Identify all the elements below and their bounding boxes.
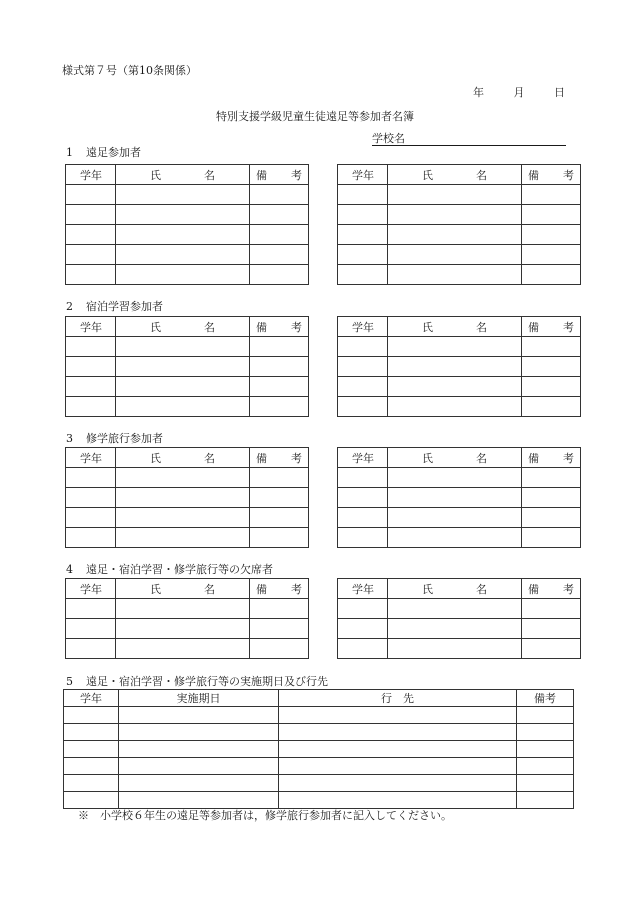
- table-row: [64, 792, 574, 809]
- table-row: [338, 488, 581, 508]
- header-name-char: 氏: [422, 582, 433, 596]
- header-note-text: [522, 319, 580, 335]
- section-number: 1: [66, 146, 73, 159]
- grade-cell[interactable]: [66, 599, 116, 619]
- table-row: [66, 377, 309, 397]
- header-grade: [338, 448, 388, 468]
- table-row: [66, 205, 309, 225]
- grade-cell[interactable]: [338, 468, 388, 488]
- header-grade-char: 学: [352, 168, 363, 182]
- header-note: [250, 579, 309, 599]
- table-row: [338, 468, 581, 488]
- header-note: [250, 317, 309, 337]
- grade-cell[interactable]: [338, 528, 388, 548]
- date-day-label: 日: [554, 86, 565, 99]
- note-cell[interactable]: [250, 225, 309, 245]
- grade-cell[interactable]: [66, 508, 116, 528]
- table-row: [64, 707, 574, 724]
- name-cell[interactable]: [388, 599, 522, 619]
- header-grade-text: [66, 319, 115, 335]
- grade-cell[interactable]: [64, 758, 119, 775]
- header-name-char: 名: [204, 582, 215, 596]
- header-note-char: 備: [256, 451, 267, 465]
- name-cell[interactable]: [116, 377, 250, 397]
- header-name-char: 名: [204, 451, 215, 465]
- note-cell[interactable]: [517, 792, 574, 809]
- header-name-char: 名: [476, 320, 487, 334]
- header-name-char: 名: [476, 451, 487, 465]
- header-name: [116, 448, 250, 468]
- table-row: [66, 185, 309, 205]
- note-cell[interactable]: [250, 185, 309, 205]
- date-cell[interactable]: [119, 724, 279, 741]
- header-note: [522, 448, 581, 468]
- header-note-char: 備: [528, 168, 539, 182]
- name-cell[interactable]: [388, 377, 522, 397]
- header-note-char: 考: [291, 320, 302, 334]
- grade-cell[interactable]: [64, 775, 119, 792]
- destination-cell[interactable]: [279, 792, 517, 809]
- header-grade-text: [338, 319, 387, 335]
- grade-cell[interactable]: [66, 245, 116, 265]
- header-note-char: 考: [563, 320, 574, 334]
- section-3-left-table: [65, 447, 309, 548]
- header-name-char: 名: [476, 168, 487, 182]
- note-cell[interactable]: [250, 377, 309, 397]
- grade-cell[interactable]: [66, 225, 116, 245]
- header-note: [522, 317, 581, 337]
- header-name: [116, 165, 250, 185]
- note-cell[interactable]: [517, 724, 574, 741]
- grade-cell[interactable]: [66, 337, 116, 357]
- table-row: [338, 245, 581, 265]
- note-cell[interactable]: [250, 599, 309, 619]
- schedule-header-grade: 学年: [64, 690, 119, 707]
- grade-cell[interactable]: [64, 724, 119, 741]
- destination-cell[interactable]: [279, 707, 517, 724]
- note-cell[interactable]: [522, 185, 581, 205]
- header-grade: [66, 165, 116, 185]
- header-name-text: [116, 450, 249, 466]
- note-cell[interactable]: [522, 619, 581, 639]
- note-cell[interactable]: [517, 775, 574, 792]
- header-name-char: 氏: [150, 451, 161, 465]
- header-grade-char: 年: [363, 320, 374, 334]
- note-cell[interactable]: [517, 741, 574, 758]
- section-title-text: 遠足・宿泊学習・修学旅行等の欠席者: [86, 563, 273, 576]
- grade-cell[interactable]: [66, 397, 116, 417]
- date-cell[interactable]: [119, 758, 279, 775]
- header-name-text: [388, 167, 521, 183]
- table-row: [66, 245, 309, 265]
- note-cell[interactable]: [522, 528, 581, 548]
- header-note-char: 備: [528, 582, 539, 596]
- header-note-text: [250, 450, 308, 466]
- header-note: [522, 579, 581, 599]
- header-name-char: 氏: [150, 168, 161, 182]
- document-title: 特別支援学級児童生徒遠足等参加者名簿: [216, 110, 414, 123]
- header-grade-char: 年: [363, 168, 374, 182]
- header-note: [250, 448, 309, 468]
- name-cell[interactable]: [116, 599, 250, 619]
- note-cell[interactable]: [522, 397, 581, 417]
- table-row: [66, 599, 309, 619]
- date-line: [473, 87, 565, 98]
- grade-cell[interactable]: [338, 337, 388, 357]
- section-2-left-table: [65, 316, 309, 417]
- table-row: [64, 775, 574, 792]
- header-note: [250, 165, 309, 185]
- grade-cell[interactable]: [66, 468, 116, 488]
- header-note-char: 考: [291, 168, 302, 182]
- date-cell[interactable]: [119, 707, 279, 724]
- header-name-text: [116, 581, 249, 597]
- header-grade-char: 学: [352, 582, 363, 596]
- table-row: [338, 225, 581, 245]
- name-cell[interactable]: [116, 508, 250, 528]
- header-name: [388, 317, 522, 337]
- destination-cell[interactable]: [279, 741, 517, 758]
- name-cell[interactable]: [388, 265, 522, 285]
- name-cell[interactable]: [116, 488, 250, 508]
- header-grade-text: [338, 581, 387, 597]
- grade-cell[interactable]: [66, 528, 116, 548]
- table-row: [338, 337, 581, 357]
- note-cell[interactable]: [522, 265, 581, 285]
- table-row: [64, 724, 574, 741]
- header-note-text: [522, 450, 580, 466]
- note-cell[interactable]: [250, 245, 309, 265]
- header-name-char: 氏: [150, 582, 161, 596]
- table-row: [66, 397, 309, 417]
- grade-cell[interactable]: [66, 377, 116, 397]
- section-4-title: [66, 564, 273, 575]
- header-note-text: [250, 167, 308, 183]
- table-row: [338, 528, 581, 548]
- table-row: [64, 741, 574, 758]
- header-name-char: 氏: [422, 168, 433, 182]
- header-name: [116, 579, 250, 599]
- header-note-text: [250, 581, 308, 597]
- header-name: [116, 317, 250, 337]
- section-number: 3: [66, 432, 73, 445]
- table-row: [338, 639, 581, 659]
- note-cell[interactable]: [522, 599, 581, 619]
- header-grade: [66, 448, 116, 468]
- section-title-text: 宿泊学習参加者: [86, 300, 163, 313]
- name-cell[interactable]: [388, 528, 522, 548]
- header-name: [388, 448, 522, 468]
- header-grade-text: [66, 450, 115, 466]
- date-cell[interactable]: [119, 741, 279, 758]
- note-cell[interactable]: [250, 205, 309, 225]
- section-number: 2: [66, 300, 73, 313]
- grade-cell[interactable]: [338, 265, 388, 285]
- header-name-char: 名: [204, 168, 215, 182]
- name-cell[interactable]: [388, 468, 522, 488]
- name-cell[interactable]: [116, 468, 250, 488]
- grade-cell[interactable]: [66, 357, 116, 377]
- header-name-char: 名: [476, 582, 487, 596]
- header-grade-char: 学: [80, 168, 91, 182]
- note-cell[interactable]: [250, 265, 309, 285]
- name-cell[interactable]: [388, 185, 522, 205]
- name-cell[interactable]: [388, 337, 522, 357]
- section-title-text: 遠足・宿泊学習・修学旅行等の実施期日及び行先: [86, 675, 328, 688]
- section-title-text: 修学旅行参加者: [86, 432, 163, 445]
- note-cell[interactable]: [522, 225, 581, 245]
- grade-cell[interactable]: [66, 619, 116, 639]
- header-note-char: 考: [291, 582, 302, 596]
- header-grade: [66, 317, 116, 337]
- grade-cell[interactable]: [338, 245, 388, 265]
- destination-cell[interactable]: [279, 758, 517, 775]
- schedule-header-note: 備考: [517, 690, 574, 707]
- note-cell[interactable]: [250, 488, 309, 508]
- note-cell[interactable]: [250, 528, 309, 548]
- name-cell[interactable]: [116, 397, 250, 417]
- table-row: [66, 488, 309, 508]
- section-3-right-table: [337, 447, 581, 548]
- section-1-left-table: [65, 164, 309, 285]
- header-grade-char: 年: [363, 582, 374, 596]
- note-cell[interactable]: [522, 377, 581, 397]
- header-name-char: 氏: [150, 320, 161, 334]
- note-cell[interactable]: [522, 508, 581, 528]
- table-row: [64, 758, 574, 775]
- section-4-right-table: [337, 578, 581, 659]
- grade-cell[interactable]: [64, 707, 119, 724]
- grade-cell[interactable]: [66, 185, 116, 205]
- name-cell[interactable]: [116, 639, 250, 659]
- header-note-char: 備: [528, 451, 539, 465]
- header-name-char: 氏: [422, 320, 433, 334]
- note-cell[interactable]: [250, 468, 309, 488]
- date-year-label: 年: [473, 86, 484, 99]
- name-cell[interactable]: [388, 508, 522, 528]
- section-number: 5: [66, 675, 73, 688]
- name-cell[interactable]: [388, 205, 522, 225]
- table-row: [338, 357, 581, 377]
- name-cell[interactable]: [388, 488, 522, 508]
- section-4-left-table: [65, 578, 309, 659]
- grade-cell[interactable]: [66, 205, 116, 225]
- table-row: [66, 528, 309, 548]
- note-cell[interactable]: [250, 397, 309, 417]
- note-cell[interactable]: [522, 205, 581, 225]
- name-cell[interactable]: [116, 225, 250, 245]
- header-grade-char: 学: [80, 320, 91, 334]
- schedule-header-destination: 行 先: [279, 690, 517, 707]
- grade-cell[interactable]: [64, 792, 119, 809]
- date-cell[interactable]: [119, 775, 279, 792]
- header-note: [522, 165, 581, 185]
- destination-cell[interactable]: [279, 775, 517, 792]
- note-cell[interactable]: [250, 357, 309, 377]
- name-cell[interactable]: [116, 265, 250, 285]
- header-grade-char: 年: [91, 320, 102, 334]
- header-grade: [338, 165, 388, 185]
- table-row: [338, 508, 581, 528]
- note-cell[interactable]: [250, 619, 309, 639]
- grade-cell[interactable]: [66, 639, 116, 659]
- form-number: 様式第７号（第10条関係）: [62, 64, 197, 77]
- schedule-header-date: 実施期日: [119, 690, 279, 707]
- header-name-text: [388, 319, 521, 335]
- header-grade-text: [66, 167, 115, 183]
- grade-cell[interactable]: [66, 488, 116, 508]
- header-grade-char: 年: [91, 582, 102, 596]
- note-cell[interactable]: [522, 639, 581, 659]
- header-grade-char: 学: [352, 451, 363, 465]
- table-row: [338, 377, 581, 397]
- name-cell[interactable]: [116, 245, 250, 265]
- name-cell[interactable]: [116, 357, 250, 377]
- header-note-char: 考: [563, 451, 574, 465]
- name-cell[interactable]: [388, 639, 522, 659]
- header-grade-text: [66, 581, 115, 597]
- header-grade-char: 学: [80, 451, 91, 465]
- section-1-title: [66, 147, 141, 158]
- table-row: [66, 468, 309, 488]
- name-cell[interactable]: [388, 619, 522, 639]
- date-cell[interactable]: [119, 792, 279, 809]
- header-note-text: [250, 319, 308, 335]
- note-cell[interactable]: [522, 337, 581, 357]
- destination-cell[interactable]: [279, 724, 517, 741]
- section-2-right-table: [337, 316, 581, 417]
- table-row: [66, 619, 309, 639]
- header-grade-char: 年: [363, 451, 374, 465]
- name-cell[interactable]: [388, 397, 522, 417]
- footnote: ※ 小学校６年生の遠足等参加者は，修学旅行参加者に記入してください。: [78, 809, 452, 822]
- header-grade-char: 学: [80, 582, 91, 596]
- header-name: [388, 579, 522, 599]
- name-cell[interactable]: [116, 337, 250, 357]
- header-name-text: [388, 450, 521, 466]
- table-row: [338, 205, 581, 225]
- name-cell[interactable]: [116, 185, 250, 205]
- note-cell[interactable]: [517, 707, 574, 724]
- table-row: [66, 337, 309, 357]
- grade-cell[interactable]: [66, 265, 116, 285]
- section-2-title: [66, 301, 163, 312]
- table-row: [338, 397, 581, 417]
- table-row: [338, 265, 581, 285]
- header-note-char: 備: [256, 582, 267, 596]
- date-month-label: 月: [513, 86, 525, 99]
- grade-cell[interactable]: [338, 357, 388, 377]
- grade-cell[interactable]: [338, 639, 388, 659]
- name-cell[interactable]: [116, 205, 250, 225]
- header-grade-text: [338, 167, 387, 183]
- note-cell[interactable]: [250, 639, 309, 659]
- header-note-char: 備: [256, 320, 267, 334]
- grade-cell[interactable]: [338, 205, 388, 225]
- table-row: [338, 185, 581, 205]
- header-name-text: [116, 167, 249, 183]
- header-grade-char: 学: [352, 320, 363, 334]
- section-5-title: [66, 676, 328, 687]
- grade-cell[interactable]: [338, 377, 388, 397]
- grade-cell[interactable]: [338, 599, 388, 619]
- header-note-char: 考: [291, 451, 302, 465]
- header-note-char: 備: [528, 320, 539, 334]
- header-grade: [338, 579, 388, 599]
- note-cell[interactable]: [250, 508, 309, 528]
- header-note-char: 考: [563, 582, 574, 596]
- grade-cell[interactable]: [64, 741, 119, 758]
- table-row: [66, 225, 309, 245]
- grade-cell[interactable]: [338, 619, 388, 639]
- schedule-table: [63, 689, 574, 809]
- name-cell[interactable]: [388, 245, 522, 265]
- header-note-text: [522, 167, 580, 183]
- table-row: [66, 639, 309, 659]
- header-name-char: 名: [204, 320, 215, 334]
- header-grade-char: 年: [91, 168, 102, 182]
- section-number: 4: [66, 563, 73, 576]
- header-grade: [338, 317, 388, 337]
- grade-cell[interactable]: [338, 225, 388, 245]
- note-cell[interactable]: [250, 337, 309, 357]
- grade-cell[interactable]: [338, 185, 388, 205]
- table-row: [66, 357, 309, 377]
- grade-cell[interactable]: [338, 508, 388, 528]
- note-cell[interactable]: [522, 245, 581, 265]
- table-row: [338, 599, 581, 619]
- header-name: [388, 165, 522, 185]
- header-note-char: 考: [563, 168, 574, 182]
- name-cell[interactable]: [388, 357, 522, 377]
- header-grade-text: [338, 450, 387, 466]
- name-cell[interactable]: [388, 225, 522, 245]
- section-3-title: [66, 433, 163, 444]
- section-title-text: 遠足参加者: [86, 146, 141, 159]
- name-cell[interactable]: [116, 528, 250, 548]
- header-grade: [66, 579, 116, 599]
- note-cell[interactable]: [517, 758, 574, 775]
- grade-cell[interactable]: [338, 397, 388, 417]
- grade-cell[interactable]: [338, 488, 388, 508]
- note-cell[interactable]: [522, 488, 581, 508]
- table-row: [66, 508, 309, 528]
- note-cell[interactable]: [522, 357, 581, 377]
- header-name-text: [116, 319, 249, 335]
- section-1-right-table: [337, 164, 581, 285]
- table-row: [338, 619, 581, 639]
- school-name-field[interactable]: 学校名: [372, 133, 566, 146]
- table-row: [66, 265, 309, 285]
- header-name-text: [388, 581, 521, 597]
- header-grade-char: 年: [91, 451, 102, 465]
- name-cell[interactable]: [116, 619, 250, 639]
- header-note-text: [522, 581, 580, 597]
- note-cell[interactable]: [522, 468, 581, 488]
- header-name-char: 氏: [422, 451, 433, 465]
- header-note-char: 備: [256, 168, 267, 182]
